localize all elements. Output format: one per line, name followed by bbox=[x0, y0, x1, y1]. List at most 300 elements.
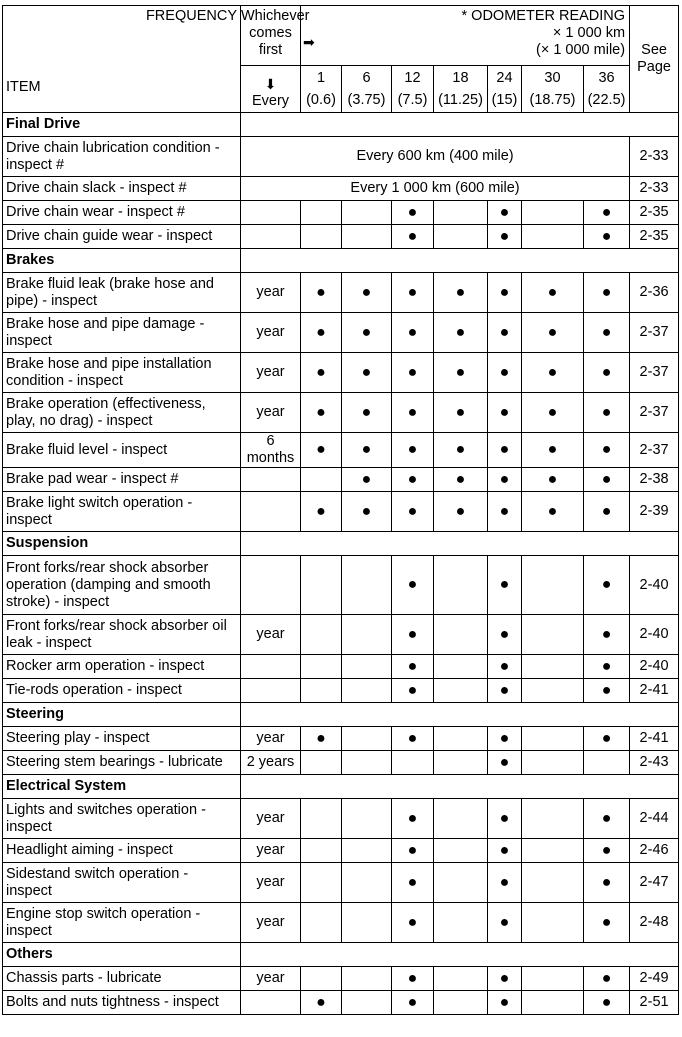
section-heading: Others bbox=[3, 943, 241, 967]
interval-cell bbox=[434, 727, 488, 751]
table-row bbox=[3, 615, 679, 655]
inspect-dot-icon: ● bbox=[499, 203, 510, 221]
interval-cell bbox=[522, 751, 584, 775]
interval-cell bbox=[392, 393, 434, 433]
interval-cell bbox=[584, 353, 630, 393]
interval-cell bbox=[342, 991, 392, 1015]
page-ref-cell: 2-51 bbox=[630, 991, 679, 1015]
every-cell: year bbox=[241, 839, 301, 863]
section-empty-cell bbox=[241, 532, 679, 556]
table-row bbox=[3, 492, 679, 532]
interval-cell bbox=[584, 225, 630, 249]
interval-cell bbox=[434, 967, 488, 991]
inspect-dot-icon: ● bbox=[499, 841, 510, 859]
inspect-dot-icon: ● bbox=[407, 323, 418, 341]
page-ref-cell: 2-35 bbox=[630, 201, 679, 225]
interval-cell bbox=[434, 201, 488, 225]
inspect-dot-icon: ● bbox=[361, 502, 372, 520]
table-row bbox=[3, 655, 679, 679]
interval-cell bbox=[301, 863, 342, 903]
inspect-dot-icon: ● bbox=[316, 403, 326, 421]
interval-cell bbox=[392, 727, 434, 751]
interval-cell bbox=[434, 556, 488, 615]
interval-cell bbox=[301, 353, 342, 393]
interval-cell bbox=[342, 201, 392, 225]
inspect-dot-icon: ● bbox=[547, 323, 558, 341]
section-heading: Steering bbox=[3, 703, 241, 727]
interval-cell bbox=[342, 863, 392, 903]
inspect-dot-icon: ● bbox=[547, 502, 558, 520]
page-ref-cell: 2-33 bbox=[630, 177, 679, 201]
interval-cell bbox=[522, 967, 584, 991]
interval-cell bbox=[434, 225, 488, 249]
whichever-label: Whichever bbox=[241, 8, 310, 24]
inspect-dot-icon: ● bbox=[499, 227, 510, 245]
item-cell: Drive chain wear - inspect # bbox=[3, 201, 241, 225]
inspect-dot-icon: ● bbox=[499, 576, 510, 593]
section-empty-cell bbox=[241, 703, 679, 727]
interval-cell bbox=[342, 727, 392, 751]
item-cell: Brake pad wear - inspect # bbox=[3, 468, 241, 492]
section-heading: Final Drive bbox=[3, 113, 241, 137]
interval-cell bbox=[522, 839, 584, 863]
interval-cell bbox=[488, 468, 522, 492]
every-cell: year bbox=[241, 393, 301, 433]
page-ref-cell: 2-39 bbox=[630, 492, 679, 532]
table-row bbox=[3, 727, 679, 751]
interval-cell bbox=[584, 556, 630, 615]
inspect-dot-icon: ● bbox=[455, 323, 466, 341]
item-cell: Bolts and nuts tightness - inspect bbox=[3, 991, 241, 1015]
interval-span-cell: Every 600 km (400 mile) bbox=[241, 137, 630, 177]
table-row bbox=[3, 967, 679, 991]
page-ref-cell: 2-37 bbox=[630, 393, 679, 433]
inspect-dot-icon: ● bbox=[316, 729, 326, 747]
interval-cell bbox=[301, 991, 342, 1015]
inspect-dot-icon: ● bbox=[601, 403, 612, 421]
inspect-dot-icon: ● bbox=[407, 729, 418, 747]
inspect-dot-icon: ● bbox=[499, 363, 510, 381]
interval-cell bbox=[342, 655, 392, 679]
interval-cell bbox=[392, 201, 434, 225]
inspect-dot-icon: ● bbox=[499, 502, 510, 520]
interval-cell bbox=[342, 615, 392, 655]
inspect-dot-icon: ● bbox=[601, 502, 612, 520]
interval-cell bbox=[392, 967, 434, 991]
frequency-label: FREQUENCY bbox=[145, 8, 237, 24]
inspect-dot-icon: ● bbox=[407, 841, 418, 859]
section-empty-cell bbox=[241, 249, 679, 273]
interval-cell bbox=[488, 353, 522, 393]
inspect-dot-icon: ● bbox=[407, 809, 418, 827]
inspect-dot-icon: ● bbox=[547, 470, 558, 488]
page-ref-cell: 2-49 bbox=[630, 967, 679, 991]
inspect-dot-icon: ● bbox=[316, 441, 326, 458]
section-heading: Brakes bbox=[3, 249, 241, 273]
table-row bbox=[3, 177, 679, 201]
page-ref-cell: 2-41 bbox=[630, 679, 679, 703]
page-ref-cell: 2-40 bbox=[630, 655, 679, 679]
inspect-dot-icon: ● bbox=[547, 363, 558, 381]
page-ref-cell: 2-41 bbox=[630, 727, 679, 751]
interval-cell bbox=[301, 492, 342, 532]
table-row bbox=[3, 863, 679, 903]
interval-cell bbox=[522, 492, 584, 532]
interval-cell bbox=[584, 679, 630, 703]
inspect-dot-icon: ● bbox=[499, 625, 510, 643]
inspect-dot-icon: ● bbox=[407, 576, 418, 593]
header-row-top bbox=[3, 6, 679, 66]
inspect-dot-icon: ● bbox=[407, 913, 418, 931]
interval-cell bbox=[301, 655, 342, 679]
interval-cell bbox=[488, 201, 522, 225]
interval-cell bbox=[434, 468, 488, 492]
item-cell: Brake light switch operation - inspect bbox=[3, 492, 241, 532]
interval-cell bbox=[584, 751, 630, 775]
table-row bbox=[3, 556, 679, 615]
item-cell: Drive chain slack - inspect # bbox=[3, 177, 241, 201]
odometer-label: * ODOMETER READING bbox=[461, 8, 626, 24]
interval-cell bbox=[301, 201, 342, 225]
interval-cell bbox=[434, 799, 488, 839]
interval-cell bbox=[522, 903, 584, 943]
interval-cell bbox=[434, 353, 488, 393]
every-cell: 6 months bbox=[241, 433, 301, 468]
table-row bbox=[3, 991, 679, 1015]
interval-header: 30 (18.75) bbox=[522, 66, 584, 113]
inspect-dot-icon: ● bbox=[499, 323, 510, 341]
interval-cell bbox=[392, 468, 434, 492]
interval-cell bbox=[522, 353, 584, 393]
interval-cell bbox=[342, 313, 392, 353]
inspect-dot-icon: ● bbox=[455, 502, 466, 520]
inspect-dot-icon: ● bbox=[407, 441, 418, 458]
inspect-dot-icon: ● bbox=[601, 576, 612, 593]
interval-cell bbox=[584, 468, 630, 492]
item-cell: Steering play - inspect bbox=[3, 727, 241, 751]
interval-cell bbox=[584, 839, 630, 863]
item-column-label: ITEM bbox=[6, 79, 41, 95]
every-cell bbox=[241, 556, 301, 615]
interval-cell bbox=[392, 655, 434, 679]
interval-cell bbox=[434, 679, 488, 703]
interval-cell bbox=[342, 433, 392, 468]
interval-cell bbox=[488, 863, 522, 903]
interval-cell bbox=[584, 655, 630, 679]
interval-header: 24 (15) bbox=[488, 66, 522, 113]
item-cell: Brake fluid level - inspect bbox=[3, 433, 241, 468]
interval-cell bbox=[522, 201, 584, 225]
interval-cell bbox=[392, 751, 434, 775]
mile-unit-label: (× 1 000 mile) bbox=[536, 42, 626, 58]
inspect-dot-icon: ● bbox=[601, 625, 612, 643]
interval-cell bbox=[584, 492, 630, 532]
interval-cell bbox=[488, 727, 522, 751]
interval-cell bbox=[392, 991, 434, 1015]
item-cell: Chassis parts - lubricate bbox=[3, 967, 241, 991]
section-row bbox=[3, 943, 679, 967]
inspect-dot-icon: ● bbox=[601, 873, 612, 891]
section-row bbox=[3, 532, 679, 556]
interval-cell bbox=[522, 679, 584, 703]
table-row bbox=[3, 137, 679, 177]
interval-cell bbox=[584, 615, 630, 655]
section-heading: Electrical System bbox=[3, 775, 241, 799]
interval-cell bbox=[522, 433, 584, 468]
interval-cell bbox=[522, 393, 584, 433]
see-label: See bbox=[641, 42, 667, 58]
inspect-dot-icon: ● bbox=[499, 283, 510, 301]
inspect-dot-icon: ● bbox=[407, 873, 418, 891]
interval-cell bbox=[434, 433, 488, 468]
inspect-dot-icon: ● bbox=[407, 403, 418, 421]
interval-cell bbox=[434, 615, 488, 655]
interval-cell bbox=[392, 492, 434, 532]
interval-cell bbox=[392, 273, 434, 313]
inspect-dot-icon: ● bbox=[547, 283, 558, 301]
interval-cell bbox=[301, 615, 342, 655]
inspect-dot-icon: ● bbox=[601, 470, 612, 488]
interval-cell bbox=[584, 991, 630, 1015]
inspect-dot-icon: ● bbox=[361, 470, 372, 488]
interval-cell bbox=[488, 679, 522, 703]
page-ref-cell: 2-44 bbox=[630, 799, 679, 839]
interval-cell bbox=[342, 353, 392, 393]
inspect-dot-icon: ● bbox=[316, 993, 326, 1011]
comes-label: comes bbox=[249, 25, 292, 41]
interval-cell bbox=[392, 353, 434, 393]
every-cell bbox=[241, 492, 301, 532]
interval-header: 36 (22.5) bbox=[584, 66, 630, 113]
interval-cell bbox=[584, 393, 630, 433]
interval-cell bbox=[342, 751, 392, 775]
page-ref-cell: 2-36 bbox=[630, 273, 679, 313]
interval-cell bbox=[342, 903, 392, 943]
every-cell bbox=[241, 655, 301, 679]
interval-cell bbox=[301, 393, 342, 433]
inspect-dot-icon: ● bbox=[407, 470, 418, 488]
every-cell: year bbox=[241, 967, 301, 991]
inspect-dot-icon: ● bbox=[601, 729, 612, 747]
header-item-cell bbox=[3, 6, 241, 113]
page-ref-cell: 2-40 bbox=[630, 615, 679, 655]
interval-cell bbox=[584, 799, 630, 839]
interval-cell bbox=[522, 313, 584, 353]
inspect-dot-icon: ● bbox=[499, 681, 510, 699]
inspect-dot-icon: ● bbox=[361, 323, 372, 341]
maintenance-schedule-table bbox=[2, 5, 679, 1015]
every-cell: year bbox=[241, 313, 301, 353]
first-label: first bbox=[258, 42, 283, 58]
interval-cell bbox=[434, 273, 488, 313]
inspect-dot-icon: ● bbox=[455, 470, 466, 488]
odometer-cell bbox=[301, 6, 630, 66]
interval-cell bbox=[301, 903, 342, 943]
interval-cell bbox=[392, 679, 434, 703]
inspect-dot-icon: ● bbox=[601, 657, 612, 675]
inspect-dot-icon: ● bbox=[601, 969, 612, 987]
table-row bbox=[3, 751, 679, 775]
interval-cell bbox=[584, 727, 630, 751]
table-row bbox=[3, 393, 679, 433]
interval-cell bbox=[522, 655, 584, 679]
page-ref-cell: 2-47 bbox=[630, 863, 679, 903]
interval-cell bbox=[392, 799, 434, 839]
inspect-dot-icon: ● bbox=[407, 203, 418, 221]
item-cell: Drive chain guide wear - inspect bbox=[3, 225, 241, 249]
interval-cell bbox=[342, 556, 392, 615]
inspect-dot-icon: ● bbox=[455, 403, 466, 421]
section-row bbox=[3, 775, 679, 799]
interval-cell bbox=[392, 863, 434, 903]
interval-cell bbox=[434, 751, 488, 775]
inspect-dot-icon: ● bbox=[601, 913, 612, 931]
interval-cell bbox=[488, 615, 522, 655]
inspect-dot-icon: ● bbox=[601, 841, 612, 859]
table-row bbox=[3, 273, 679, 313]
interval-cell bbox=[434, 839, 488, 863]
interval-cell bbox=[522, 556, 584, 615]
interval-cell bbox=[342, 967, 392, 991]
interval-cell bbox=[434, 492, 488, 532]
page-ref-cell: 2-37 bbox=[630, 313, 679, 353]
inspect-dot-icon: ● bbox=[499, 873, 510, 891]
table-row bbox=[3, 799, 679, 839]
page-ref-cell: 2-37 bbox=[630, 433, 679, 468]
inspect-dot-icon: ● bbox=[601, 363, 612, 381]
inspect-dot-icon: ● bbox=[499, 729, 510, 747]
table-row bbox=[3, 201, 679, 225]
inspect-dot-icon: ● bbox=[407, 283, 418, 301]
page-ref-cell: 2-37 bbox=[630, 353, 679, 393]
every-header-cell bbox=[241, 66, 301, 113]
every-cell bbox=[241, 201, 301, 225]
interval-cell bbox=[301, 225, 342, 249]
item-cell: Sidestand switch operation - inspect bbox=[3, 863, 241, 903]
inspect-dot-icon: ● bbox=[407, 363, 418, 381]
table-row bbox=[3, 225, 679, 249]
inspect-dot-icon: ● bbox=[499, 441, 510, 458]
interval-cell bbox=[488, 655, 522, 679]
interval-cell bbox=[522, 273, 584, 313]
inspect-dot-icon: ● bbox=[499, 470, 510, 488]
interval-cell bbox=[434, 991, 488, 1015]
inspect-dot-icon: ● bbox=[316, 363, 326, 381]
table-row bbox=[3, 313, 679, 353]
interval-cell bbox=[342, 679, 392, 703]
interval-cell bbox=[301, 433, 342, 468]
interval-cell bbox=[488, 556, 522, 615]
section-empty-cell bbox=[241, 943, 679, 967]
interval-cell bbox=[301, 751, 342, 775]
interval-cell bbox=[342, 225, 392, 249]
interval-span-cell: Every 1 000 km (600 mile) bbox=[241, 177, 630, 201]
interval-cell bbox=[434, 903, 488, 943]
interval-cell bbox=[434, 863, 488, 903]
item-cell: Lights and switches operation - inspect bbox=[3, 799, 241, 839]
inspect-dot-icon: ● bbox=[407, 227, 418, 245]
interval-cell bbox=[522, 225, 584, 249]
arrow-right-icon: ➡ bbox=[303, 34, 315, 50]
page-ref-cell: 2-48 bbox=[630, 903, 679, 943]
inspect-dot-icon: ● bbox=[601, 283, 612, 301]
interval-cell bbox=[584, 863, 630, 903]
every-cell: year bbox=[241, 353, 301, 393]
every-cell: year bbox=[241, 615, 301, 655]
item-cell: Brake operation (effectiveness, play, no drag) - inspect bbox=[3, 393, 241, 433]
item-cell: Brake fluid leak (brake hose and pipe) - inspect bbox=[3, 273, 241, 313]
interval-cell bbox=[392, 839, 434, 863]
every-cell: year bbox=[241, 727, 301, 751]
inspect-dot-icon: ● bbox=[407, 993, 418, 1011]
arrow-down-icon: ⬇ bbox=[264, 76, 277, 92]
item-cell: Rocker arm operation - inspect bbox=[3, 655, 241, 679]
every-cell bbox=[241, 991, 301, 1015]
item-cell: Brake hose and pipe damage - inspect bbox=[3, 313, 241, 353]
interval-cell bbox=[584, 433, 630, 468]
interval-cell bbox=[584, 903, 630, 943]
interval-cell bbox=[342, 492, 392, 532]
interval-cell bbox=[301, 679, 342, 703]
inspect-dot-icon: ● bbox=[455, 441, 466, 458]
interval-cell bbox=[488, 799, 522, 839]
inspect-dot-icon: ● bbox=[407, 502, 418, 520]
inspect-dot-icon: ● bbox=[601, 681, 612, 699]
inspect-dot-icon: ● bbox=[547, 403, 558, 421]
every-label: Every bbox=[251, 93, 290, 109]
interval-cell bbox=[584, 273, 630, 313]
interval-cell bbox=[488, 273, 522, 313]
section-row bbox=[3, 113, 679, 137]
table-row bbox=[3, 433, 679, 468]
every-cell: 2 years bbox=[241, 751, 301, 775]
interval-cell bbox=[301, 839, 342, 863]
item-cell: Brake hose and pipe installation condition - inspect bbox=[3, 353, 241, 393]
inspect-dot-icon: ● bbox=[407, 969, 418, 987]
interval-cell bbox=[488, 903, 522, 943]
inspect-dot-icon: ● bbox=[407, 681, 418, 699]
inspect-dot-icon: ● bbox=[499, 657, 510, 675]
inspect-dot-icon: ● bbox=[499, 969, 510, 987]
inspect-dot-icon: ● bbox=[316, 502, 326, 520]
interval-cell bbox=[342, 839, 392, 863]
interval-cell bbox=[301, 727, 342, 751]
item-cell: Tie-rods operation - inspect bbox=[3, 679, 241, 703]
item-cell: Steering stem bearings - lubricate bbox=[3, 751, 241, 775]
section-row bbox=[3, 249, 679, 273]
interval-cell bbox=[301, 799, 342, 839]
every-cell: year bbox=[241, 863, 301, 903]
inspect-dot-icon: ● bbox=[547, 441, 558, 458]
interval-cell bbox=[434, 393, 488, 433]
page-ref-cell: 2-46 bbox=[630, 839, 679, 863]
inspect-dot-icon: ● bbox=[361, 283, 372, 301]
interval-cell bbox=[488, 751, 522, 775]
interval-cell bbox=[522, 727, 584, 751]
interval-cell bbox=[584, 313, 630, 353]
page-ref-cell: 2-40 bbox=[630, 556, 679, 615]
page-ref-cell: 2-38 bbox=[630, 468, 679, 492]
inspect-dot-icon: ● bbox=[601, 441, 612, 458]
interval-cell bbox=[301, 556, 342, 615]
section-empty-cell bbox=[241, 775, 679, 799]
every-cell: year bbox=[241, 903, 301, 943]
page-ref-cell: 2-43 bbox=[630, 751, 679, 775]
item-cell: Front forks/rear shock absorber oil leak - inspect bbox=[3, 615, 241, 655]
interval-cell bbox=[392, 225, 434, 249]
interval-cell bbox=[392, 903, 434, 943]
every-cell: year bbox=[241, 273, 301, 313]
